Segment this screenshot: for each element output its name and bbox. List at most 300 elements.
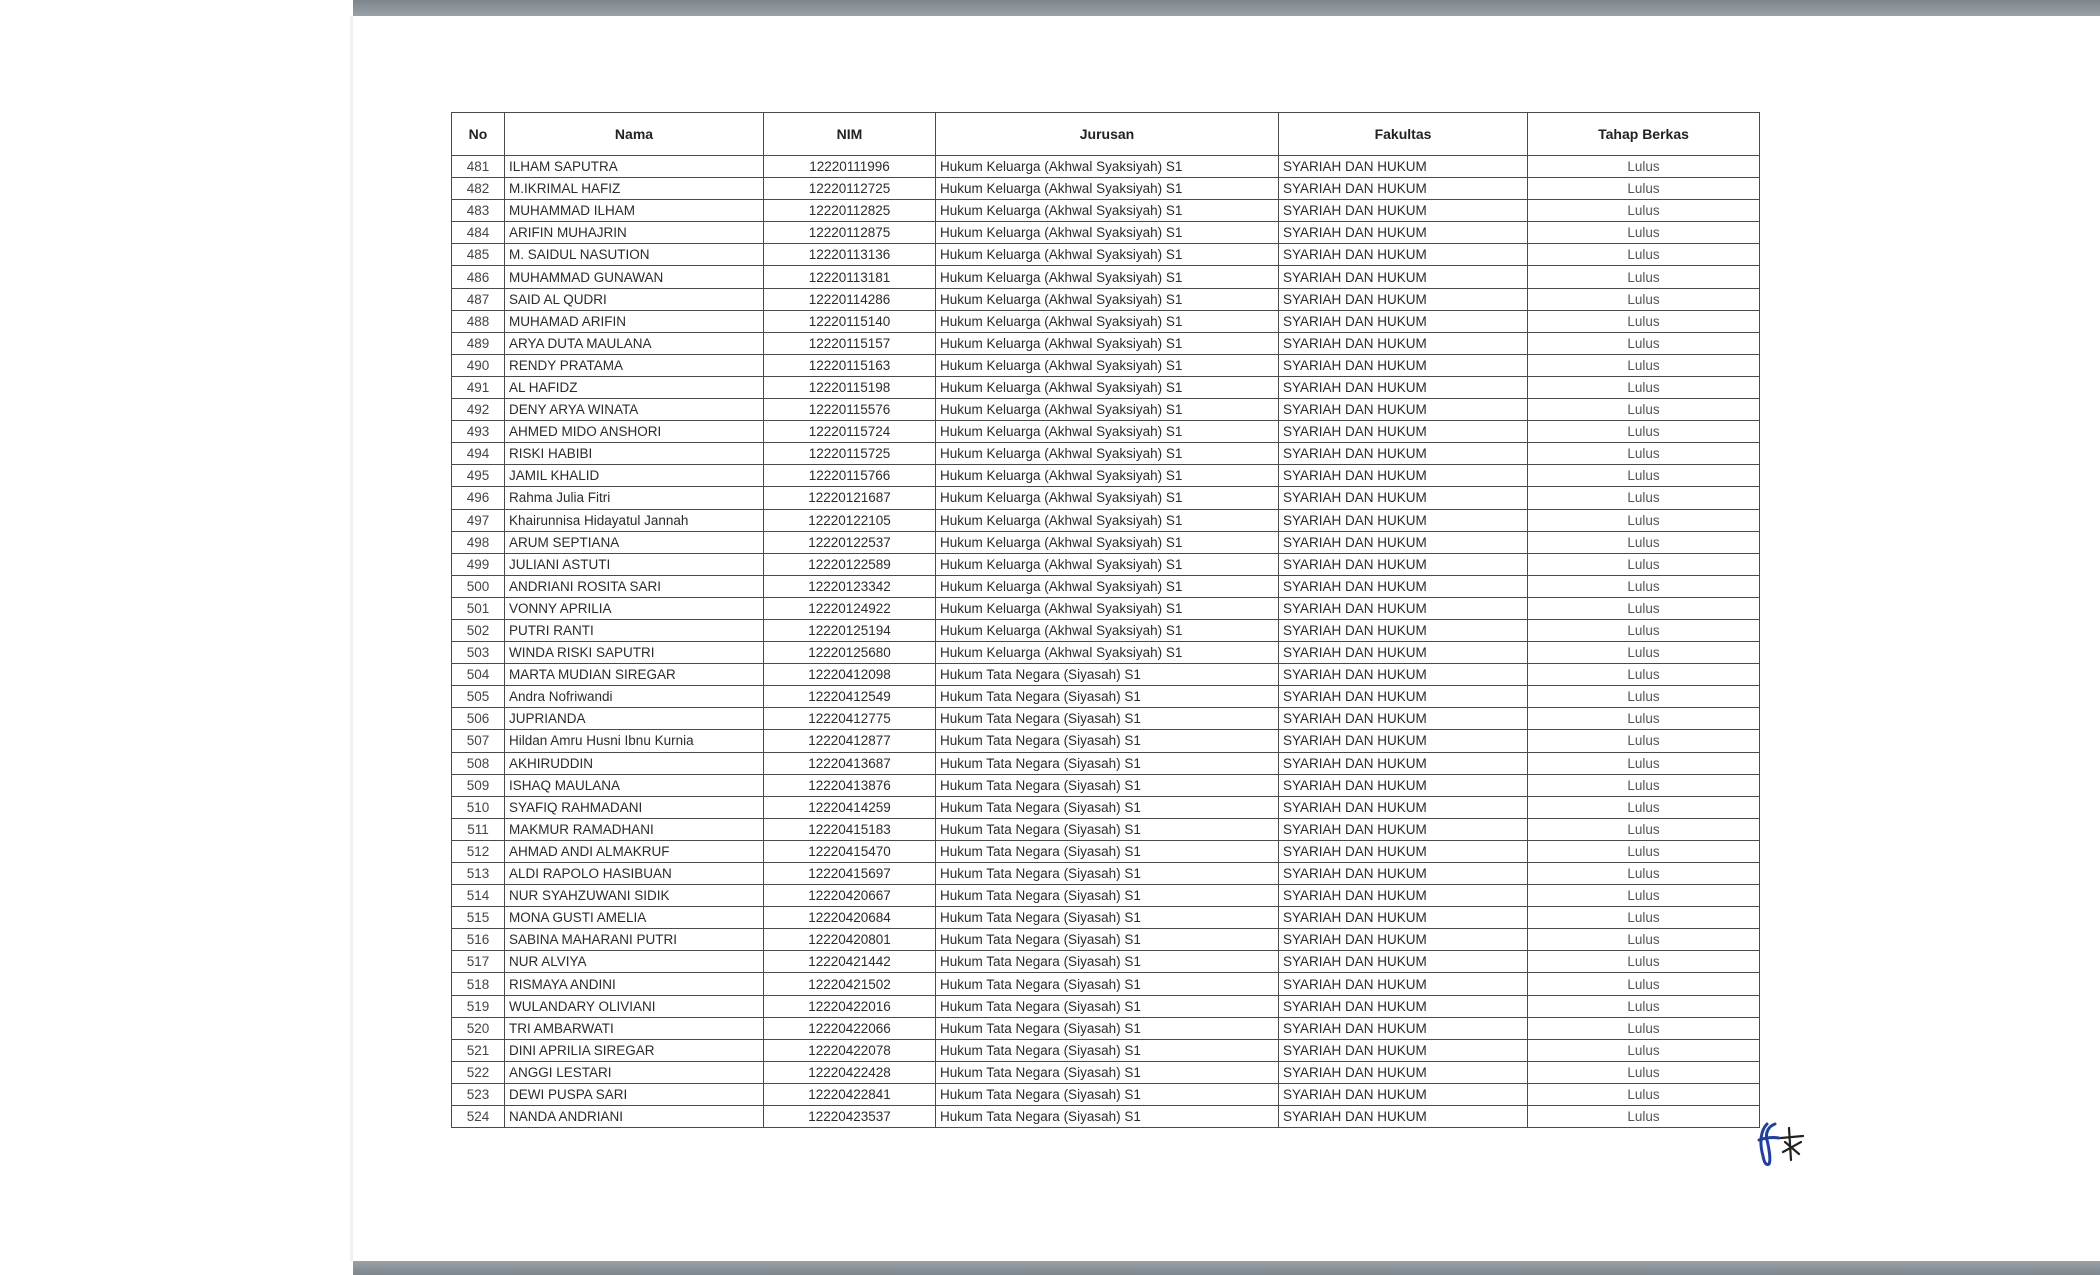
- cell-nim: 12220112725: [764, 178, 936, 200]
- cell-nama: JUPRIANDA: [505, 708, 764, 730]
- cell-tahap-berkas: Lulus: [1528, 553, 1760, 575]
- cell-fakultas: SYARIAH DAN HUKUM: [1279, 840, 1528, 862]
- cell-fakultas: SYARIAH DAN HUKUM: [1279, 575, 1528, 597]
- table-row: [452, 575, 1760, 597]
- cell-no: 489: [452, 332, 505, 354]
- table-row: [452, 156, 1760, 178]
- cell-nama: ARYA DUTA MAULANA: [505, 332, 764, 354]
- cell-tahap-berkas: Lulus: [1528, 973, 1760, 995]
- cell-tahap-berkas: Lulus: [1528, 399, 1760, 421]
- table-body: [452, 156, 1760, 1128]
- cell-jurusan: Hukum Keluarga (Akhwal Syaksiyah) S1: [936, 487, 1279, 509]
- cell-tahap-berkas: Lulus: [1528, 686, 1760, 708]
- cell-nama: MUHAMAD ARIFIN: [505, 310, 764, 332]
- cell-nama: M. SAIDUL NASUTION: [505, 244, 764, 266]
- table-row: [452, 200, 1760, 222]
- cell-no: 503: [452, 642, 505, 664]
- cell-no: 486: [452, 266, 505, 288]
- cell-fakultas: SYARIAH DAN HUKUM: [1279, 531, 1528, 553]
- cell-no: 515: [452, 907, 505, 929]
- cell-jurusan: Hukum Tata Negara (Siyasah) S1: [936, 1083, 1279, 1105]
- cell-fakultas: SYARIAH DAN HUKUM: [1279, 156, 1528, 178]
- cell-nim: 12220115198: [764, 376, 936, 398]
- cell-tahap-berkas: Lulus: [1528, 354, 1760, 376]
- cell-jurusan: Hukum Keluarga (Akhwal Syaksiyah) S1: [936, 399, 1279, 421]
- cell-fakultas: SYARIAH DAN HUKUM: [1279, 951, 1528, 973]
- cell-jurusan: Hukum Tata Negara (Siyasah) S1: [936, 664, 1279, 686]
- table-row: [452, 597, 1760, 619]
- cell-jurusan: Hukum Tata Negara (Siyasah) S1: [936, 796, 1279, 818]
- cell-nim: 12220125194: [764, 619, 936, 641]
- cell-nim: 12220420801: [764, 929, 936, 951]
- cell-nim: 12220423537: [764, 1106, 936, 1128]
- header-nama: Nama: [505, 113, 764, 156]
- cell-fakultas: SYARIAH DAN HUKUM: [1279, 266, 1528, 288]
- table-header: [452, 113, 1760, 156]
- table-row: [452, 266, 1760, 288]
- scan-border-top: [353, 0, 2100, 16]
- cell-jurusan: Hukum Keluarga (Akhwal Syaksiyah) S1: [936, 597, 1279, 619]
- cell-tahap-berkas: Lulus: [1528, 178, 1760, 200]
- header-jurusan: Jurusan: [936, 113, 1279, 156]
- cell-nama: RISMAYA ANDINI: [505, 973, 764, 995]
- cell-jurusan: Hukum Tata Negara (Siyasah) S1: [936, 730, 1279, 752]
- cell-no: 524: [452, 1106, 505, 1128]
- cell-nim: 12220122105: [764, 509, 936, 531]
- cell-jurusan: Hukum Tata Negara (Siyasah) S1: [936, 1106, 1279, 1128]
- cell-fakultas: SYARIAH DAN HUKUM: [1279, 752, 1528, 774]
- cell-no: 483: [452, 200, 505, 222]
- table-row: [452, 686, 1760, 708]
- table-row: [452, 376, 1760, 398]
- table-row: [452, 1017, 1760, 1039]
- cell-nim: 12220415183: [764, 818, 936, 840]
- cell-tahap-berkas: Lulus: [1528, 1039, 1760, 1061]
- cell-fakultas: SYARIAH DAN HUKUM: [1279, 465, 1528, 487]
- cell-no: 484: [452, 222, 505, 244]
- cell-nim: 12220420684: [764, 907, 936, 929]
- cell-tahap-berkas: Lulus: [1528, 1061, 1760, 1083]
- cell-tahap-berkas: Lulus: [1528, 1083, 1760, 1105]
- cell-no: 514: [452, 885, 505, 907]
- cell-jurusan: Hukum Keluarga (Akhwal Syaksiyah) S1: [936, 266, 1279, 288]
- cell-no: 499: [452, 553, 505, 575]
- cell-nama: AHMED MIDO ANSHORI: [505, 421, 764, 443]
- cell-fakultas: SYARIAH DAN HUKUM: [1279, 421, 1528, 443]
- cell-jurusan: Hukum Tata Negara (Siyasah) S1: [936, 951, 1279, 973]
- table-row: [452, 244, 1760, 266]
- cell-jurusan: Hukum Tata Negara (Siyasah) S1: [936, 863, 1279, 885]
- cell-no: 487: [452, 288, 505, 310]
- table-row: [452, 354, 1760, 376]
- cell-nim: 12220421502: [764, 973, 936, 995]
- cell-no: 523: [452, 1083, 505, 1105]
- cell-nama: SAID AL QUDRI: [505, 288, 764, 310]
- cell-tahap-berkas: Lulus: [1528, 730, 1760, 752]
- table-row: [452, 421, 1760, 443]
- table-row: [452, 1061, 1760, 1083]
- cell-nama: ILHAM SAPUTRA: [505, 156, 764, 178]
- cell-nim: 12220413876: [764, 774, 936, 796]
- cell-nama: AL HAFIDZ: [505, 376, 764, 398]
- cell-nama: NUR SYAHZUWANI SIDIK: [505, 885, 764, 907]
- cell-jurusan: Hukum Keluarga (Akhwal Syaksiyah) S1: [936, 531, 1279, 553]
- cell-nama: NUR ALVIYA: [505, 951, 764, 973]
- cell-nama: SABINA MAHARANI PUTRI: [505, 929, 764, 951]
- cell-tahap-berkas: Lulus: [1528, 1017, 1760, 1039]
- cell-tahap-berkas: Lulus: [1528, 376, 1760, 398]
- table-row: [452, 951, 1760, 973]
- cell-fakultas: SYARIAH DAN HUKUM: [1279, 178, 1528, 200]
- cell-fakultas: SYARIAH DAN HUKUM: [1279, 1039, 1528, 1061]
- cell-jurusan: Hukum Keluarga (Akhwal Syaksiyah) S1: [936, 222, 1279, 244]
- cell-nama: DEWI PUSPA SARI: [505, 1083, 764, 1105]
- cell-jurusan: Hukum Keluarga (Akhwal Syaksiyah) S1: [936, 642, 1279, 664]
- table-row: [452, 178, 1760, 200]
- cell-nama: ARIFIN MUHAJRIN: [505, 222, 764, 244]
- cell-nama: PUTRI RANTI: [505, 619, 764, 641]
- cell-no: 481: [452, 156, 505, 178]
- cell-no: 482: [452, 178, 505, 200]
- cell-nama: AHMAD ANDI ALMAKRUF: [505, 840, 764, 862]
- cell-tahap-berkas: Lulus: [1528, 288, 1760, 310]
- cell-jurusan: Hukum Tata Negara (Siyasah) S1: [936, 973, 1279, 995]
- cell-fakultas: SYARIAH DAN HUKUM: [1279, 995, 1528, 1017]
- cell-nim: 12220412877: [764, 730, 936, 752]
- table-row: [452, 332, 1760, 354]
- cell-nama: JULIANI ASTUTI: [505, 553, 764, 575]
- cell-no: 507: [452, 730, 505, 752]
- cell-jurusan: Hukum Keluarga (Akhwal Syaksiyah) S1: [936, 421, 1279, 443]
- cell-fakultas: SYARIAH DAN HUKUM: [1279, 222, 1528, 244]
- cell-no: 513: [452, 863, 505, 885]
- cell-jurusan: Hukum Tata Negara (Siyasah) S1: [936, 1039, 1279, 1061]
- cell-nama: VONNY APRILIA: [505, 597, 764, 619]
- header-row: [452, 113, 1760, 156]
- cell-no: 494: [452, 443, 505, 465]
- cell-nim: 12220125680: [764, 642, 936, 664]
- cell-fakultas: SYARIAH DAN HUKUM: [1279, 774, 1528, 796]
- cell-jurusan: Hukum Tata Negara (Siyasah) S1: [936, 885, 1279, 907]
- cell-nama: ARUM SEPTIANA: [505, 531, 764, 553]
- cell-jurusan: Hukum Keluarga (Akhwal Syaksiyah) S1: [936, 354, 1279, 376]
- cell-nama: M.IKRIMAL HAFIZ: [505, 178, 764, 200]
- table-row: [452, 907, 1760, 929]
- cell-fakultas: SYARIAH DAN HUKUM: [1279, 376, 1528, 398]
- graduation-results-table: [451, 112, 1760, 1128]
- cell-nim: 12220115766: [764, 465, 936, 487]
- cell-nim: 12220112875: [764, 222, 936, 244]
- cell-jurusan: Hukum Tata Negara (Siyasah) S1: [936, 840, 1279, 862]
- table-row: [452, 487, 1760, 509]
- cell-nama: MARTA MUDIAN SIREGAR: [505, 664, 764, 686]
- cell-nama: Rahma Julia Fitri: [505, 487, 764, 509]
- cell-nama: ANDRIANI ROSITA SARI: [505, 575, 764, 597]
- cell-no: 505: [452, 686, 505, 708]
- cell-tahap-berkas: Lulus: [1528, 664, 1760, 686]
- cell-no: 517: [452, 951, 505, 973]
- cell-nama: MONA GUSTI AMELIA: [505, 907, 764, 929]
- cell-jurusan: Hukum Tata Negara (Siyasah) S1: [936, 752, 1279, 774]
- cell-no: 488: [452, 310, 505, 332]
- cell-no: 520: [452, 1017, 505, 1039]
- cell-fakultas: SYARIAH DAN HUKUM: [1279, 686, 1528, 708]
- cell-no: 521: [452, 1039, 505, 1061]
- cell-jurusan: Hukum Keluarga (Akhwal Syaksiyah) S1: [936, 465, 1279, 487]
- cell-no: 504: [452, 664, 505, 686]
- table-row: [452, 1083, 1760, 1105]
- cell-no: 516: [452, 929, 505, 951]
- cell-fakultas: SYARIAH DAN HUKUM: [1279, 332, 1528, 354]
- signature-initials: [1753, 1112, 1813, 1170]
- cell-nama: JAMIL KHALID: [505, 465, 764, 487]
- cell-no: 497: [452, 509, 505, 531]
- cell-nim: 12220422428: [764, 1061, 936, 1083]
- cell-tahap-berkas: Lulus: [1528, 310, 1760, 332]
- cell-tahap-berkas: Lulus: [1528, 156, 1760, 178]
- cell-nim: 12220115163: [764, 354, 936, 376]
- cell-tahap-berkas: Lulus: [1528, 708, 1760, 730]
- cell-jurusan: Hukum Tata Negara (Siyasah) S1: [936, 1017, 1279, 1039]
- cell-nim: 12220422066: [764, 1017, 936, 1039]
- cell-tahap-berkas: Lulus: [1528, 244, 1760, 266]
- cell-nim: 12220412549: [764, 686, 936, 708]
- table-row: [452, 553, 1760, 575]
- cell-jurusan: Hukum Keluarga (Akhwal Syaksiyah) S1: [936, 200, 1279, 222]
- cell-fakultas: SYARIAH DAN HUKUM: [1279, 730, 1528, 752]
- cell-jurusan: Hukum Keluarga (Akhwal Syaksiyah) S1: [936, 376, 1279, 398]
- table-row: [452, 730, 1760, 752]
- cell-tahap-berkas: Lulus: [1528, 951, 1760, 973]
- cell-jurusan: Hukum Keluarga (Akhwal Syaksiyah) S1: [936, 443, 1279, 465]
- cell-nim: 12220115725: [764, 443, 936, 465]
- cell-nim: 12220412098: [764, 664, 936, 686]
- cell-nama: DENY ARYA WINATA: [505, 399, 764, 421]
- cell-tahap-berkas: Lulus: [1528, 421, 1760, 443]
- cell-nim: 12220122589: [764, 553, 936, 575]
- cell-fakultas: SYARIAH DAN HUKUM: [1279, 443, 1528, 465]
- cell-nama: Khairunnisa Hidayatul Jannah: [505, 509, 764, 531]
- table-row: [452, 885, 1760, 907]
- table-row: [452, 995, 1760, 1017]
- cell-fakultas: SYARIAH DAN HUKUM: [1279, 509, 1528, 531]
- cell-tahap-berkas: Lulus: [1528, 818, 1760, 840]
- cell-nim: 12220421442: [764, 951, 936, 973]
- cell-fakultas: SYARIAH DAN HUKUM: [1279, 1017, 1528, 1039]
- header-no: No: [452, 113, 505, 156]
- table-row: [452, 774, 1760, 796]
- cell-nama: ALDI RAPOLO HASIBUAN: [505, 863, 764, 885]
- cell-tahap-berkas: Lulus: [1528, 752, 1760, 774]
- cell-nama: MUHAMMAD ILHAM: [505, 200, 764, 222]
- cell-tahap-berkas: Lulus: [1528, 907, 1760, 929]
- cell-nim: 12220422841: [764, 1083, 936, 1105]
- cell-no: 522: [452, 1061, 505, 1083]
- cell-tahap-berkas: Lulus: [1528, 796, 1760, 818]
- cell-fakultas: SYARIAH DAN HUKUM: [1279, 973, 1528, 995]
- cell-tahap-berkas: Lulus: [1528, 509, 1760, 531]
- cell-no: 500: [452, 575, 505, 597]
- cell-fakultas: SYARIAH DAN HUKUM: [1279, 399, 1528, 421]
- cell-nama: Andra Nofriwandi: [505, 686, 764, 708]
- cell-fakultas: SYARIAH DAN HUKUM: [1279, 553, 1528, 575]
- cell-nama: NANDA ANDRIANI: [505, 1106, 764, 1128]
- cell-nim: 12220422078: [764, 1039, 936, 1061]
- cell-tahap-berkas: Lulus: [1528, 222, 1760, 244]
- cell-fakultas: SYARIAH DAN HUKUM: [1279, 310, 1528, 332]
- cell-no: 509: [452, 774, 505, 796]
- header-fakultas: Fakultas: [1279, 113, 1528, 156]
- table-row: [452, 288, 1760, 310]
- cell-fakultas: SYARIAH DAN HUKUM: [1279, 929, 1528, 951]
- cell-no: 502: [452, 619, 505, 641]
- cell-nim: 12220412775: [764, 708, 936, 730]
- cell-jurusan: Hukum Keluarga (Akhwal Syaksiyah) S1: [936, 310, 1279, 332]
- cell-no: 492: [452, 399, 505, 421]
- cell-nim: 12220124922: [764, 597, 936, 619]
- cell-nama: TRI AMBARWATI: [505, 1017, 764, 1039]
- cell-no: 511: [452, 818, 505, 840]
- cell-fakultas: SYARIAH DAN HUKUM: [1279, 907, 1528, 929]
- cell-jurusan: Hukum Tata Negara (Siyasah) S1: [936, 686, 1279, 708]
- cell-nama: AKHIRUDDIN: [505, 752, 764, 774]
- cell-jurusan: Hukum Keluarga (Akhwal Syaksiyah) S1: [936, 332, 1279, 354]
- cell-no: 508: [452, 752, 505, 774]
- cell-tahap-berkas: Lulus: [1528, 200, 1760, 222]
- cell-tahap-berkas: Lulus: [1528, 619, 1760, 641]
- cell-nama: MUHAMMAD GUNAWAN: [505, 266, 764, 288]
- cell-nim: 12220123342: [764, 575, 936, 597]
- cell-nim: 12220111996: [764, 156, 936, 178]
- table-row: [452, 465, 1760, 487]
- cell-nama: WULANDARY OLIVIANI: [505, 995, 764, 1017]
- cell-jurusan: Hukum Tata Negara (Siyasah) S1: [936, 995, 1279, 1017]
- cell-tahap-berkas: Lulus: [1528, 863, 1760, 885]
- cell-no: 506: [452, 708, 505, 730]
- cell-tahap-berkas: Lulus: [1528, 597, 1760, 619]
- table-row: [452, 222, 1760, 244]
- cell-nim: 12220420667: [764, 885, 936, 907]
- cell-no: 510: [452, 796, 505, 818]
- header-nim: NIM: [764, 113, 936, 156]
- cell-tahap-berkas: Lulus: [1528, 840, 1760, 862]
- cell-jurusan: Hukum Tata Negara (Siyasah) S1: [936, 929, 1279, 951]
- cell-nama: DINI APRILIA SIREGAR: [505, 1039, 764, 1061]
- cell-no: 518: [452, 973, 505, 995]
- table-row: [452, 664, 1760, 686]
- table-row: [452, 619, 1760, 641]
- table-row: [452, 796, 1760, 818]
- cell-nim: 12220415470: [764, 840, 936, 862]
- cell-fakultas: SYARIAH DAN HUKUM: [1279, 487, 1528, 509]
- cell-no: 519: [452, 995, 505, 1017]
- cell-jurusan: Hukum Tata Negara (Siyasah) S1: [936, 1061, 1279, 1083]
- cell-tahap-berkas: Lulus: [1528, 332, 1760, 354]
- cell-nim: 12220422016: [764, 995, 936, 1017]
- cell-nim: 12220113136: [764, 244, 936, 266]
- cell-fakultas: SYARIAH DAN HUKUM: [1279, 597, 1528, 619]
- cell-nama: RENDY PRATAMA: [505, 354, 764, 376]
- cell-jurusan: Hukum Keluarga (Akhwal Syaksiyah) S1: [936, 619, 1279, 641]
- cell-no: 501: [452, 597, 505, 619]
- table-row: [452, 840, 1760, 862]
- cell-no: 496: [452, 487, 505, 509]
- cell-nim: 12220414259: [764, 796, 936, 818]
- table-row: [452, 1039, 1760, 1061]
- cell-fakultas: SYARIAH DAN HUKUM: [1279, 1106, 1528, 1128]
- cell-fakultas: SYARIAH DAN HUKUM: [1279, 619, 1528, 641]
- cell-nim: 12220115140: [764, 310, 936, 332]
- cell-no: 491: [452, 376, 505, 398]
- cell-nama: Hildan Amru Husni Ibnu Kurnia: [505, 730, 764, 752]
- cell-nama: ISHAQ MAULANA: [505, 774, 764, 796]
- table-row: [452, 399, 1760, 421]
- table-row: [452, 310, 1760, 332]
- cell-nim: 12220113181: [764, 266, 936, 288]
- cell-nim: 12220415697: [764, 863, 936, 885]
- cell-fakultas: SYARIAH DAN HUKUM: [1279, 863, 1528, 885]
- cell-nim: 12220122537: [764, 531, 936, 553]
- cell-no: 495: [452, 465, 505, 487]
- cell-tahap-berkas: Lulus: [1528, 487, 1760, 509]
- cell-jurusan: Hukum Tata Negara (Siyasah) S1: [936, 907, 1279, 929]
- cell-fakultas: SYARIAH DAN HUKUM: [1279, 885, 1528, 907]
- table-row: [452, 752, 1760, 774]
- cell-nim: 12220413687: [764, 752, 936, 774]
- cell-nama: WINDA RISKI SAPUTRI: [505, 642, 764, 664]
- table-row: [452, 509, 1760, 531]
- cell-jurusan: Hukum Keluarga (Akhwal Syaksiyah) S1: [936, 575, 1279, 597]
- cell-tahap-berkas: Lulus: [1528, 1106, 1760, 1128]
- cell-nim: 12220115157: [764, 332, 936, 354]
- cell-fakultas: SYARIAH DAN HUKUM: [1279, 818, 1528, 840]
- cell-nama: MAKMUR RAMADHANI: [505, 818, 764, 840]
- cell-jurusan: Hukum Tata Negara (Siyasah) S1: [936, 774, 1279, 796]
- cell-nim: 12220114286: [764, 288, 936, 310]
- cell-jurusan: Hukum Tata Negara (Siyasah) S1: [936, 708, 1279, 730]
- cell-jurusan: Hukum Keluarga (Akhwal Syaksiyah) S1: [936, 156, 1279, 178]
- table-row: [452, 818, 1760, 840]
- table-row: [452, 642, 1760, 664]
- cell-fakultas: SYARIAH DAN HUKUM: [1279, 1061, 1528, 1083]
- cell-fakultas: SYARIAH DAN HUKUM: [1279, 1083, 1528, 1105]
- cell-jurusan: Hukum Keluarga (Akhwal Syaksiyah) S1: [936, 509, 1279, 531]
- cell-fakultas: SYARIAH DAN HUKUM: [1279, 200, 1528, 222]
- cell-no: 485: [452, 244, 505, 266]
- cell-fakultas: SYARIAH DAN HUKUM: [1279, 288, 1528, 310]
- cell-tahap-berkas: Lulus: [1528, 465, 1760, 487]
- cell-jurusan: Hukum Keluarga (Akhwal Syaksiyah) S1: [936, 178, 1279, 200]
- table-row: [452, 708, 1760, 730]
- cell-tahap-berkas: Lulus: [1528, 995, 1760, 1017]
- cell-no: 490: [452, 354, 505, 376]
- scan-border-bottom: [353, 1261, 2100, 1275]
- cell-no: 512: [452, 840, 505, 862]
- cell-nama: RISKI HABIBI: [505, 443, 764, 465]
- table-row: [452, 531, 1760, 553]
- cell-nim: 12220112825: [764, 200, 936, 222]
- cell-jurusan: Hukum Keluarga (Akhwal Syaksiyah) S1: [936, 244, 1279, 266]
- cell-tahap-berkas: Lulus: [1528, 266, 1760, 288]
- cell-jurusan: Hukum Keluarga (Akhwal Syaksiyah) S1: [936, 288, 1279, 310]
- cell-jurusan: Hukum Tata Negara (Siyasah) S1: [936, 818, 1279, 840]
- cell-fakultas: SYARIAH DAN HUKUM: [1279, 708, 1528, 730]
- cell-tahap-berkas: Lulus: [1528, 531, 1760, 553]
- cell-nim: 12220115724: [764, 421, 936, 443]
- table-row: [452, 863, 1760, 885]
- cell-no: 493: [452, 421, 505, 443]
- cell-fakultas: SYARIAH DAN HUKUM: [1279, 796, 1528, 818]
